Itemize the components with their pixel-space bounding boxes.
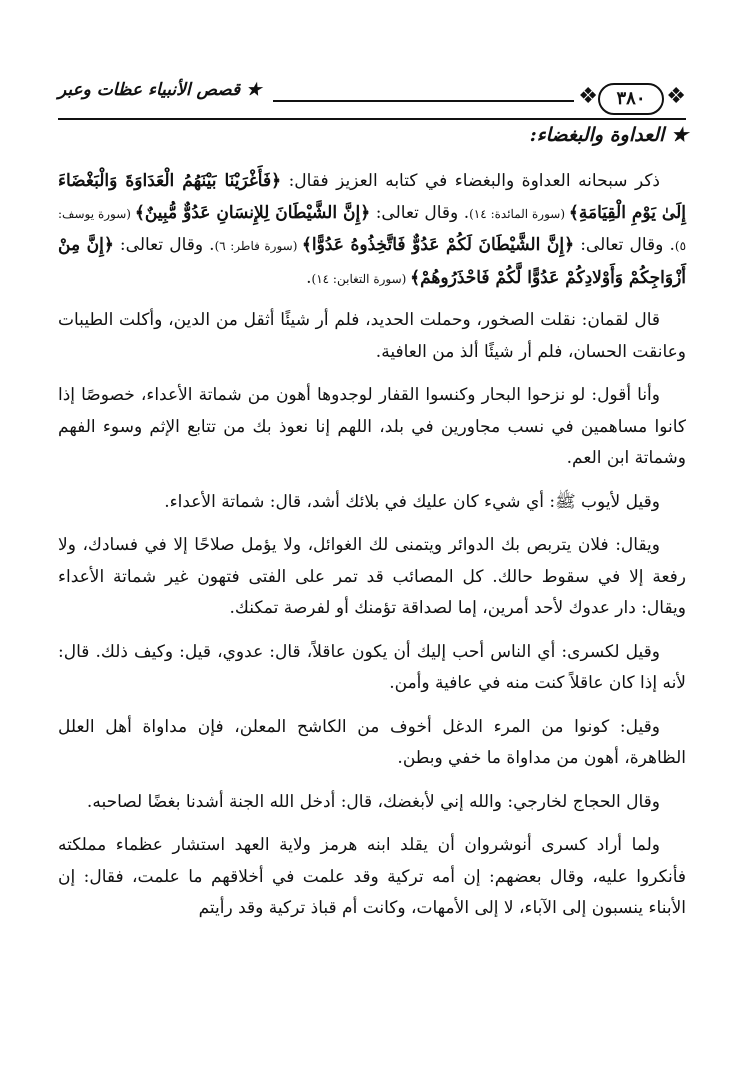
paragraph-text: وقيل لكسرى: أي الناس أحب إليك أن يكون عاقلاً، قال: عدوي، قيل: وكيف ذلك. قال: لأنه إذا كان عاقلاً كنت منه في عافية وأمن. — [58, 641, 686, 693]
paragraph-text: وأنا أقول: لو نزحوا البحار وكنسوا القفار لوجدوها أهون من شماتة الأعداء، خصوصًا إذا كانوا مساهمين في نسب مجاورين في بلد، اللهم إنا نعوذ بك من تتابع الإثم وسوء الفهم وشماتة ابن العم. — [58, 385, 686, 468]
body-text — [58, 166, 686, 937]
page-number: ٣٨٠ — [598, 83, 664, 115]
paragraph — [58, 787, 686, 819]
paragraph — [58, 305, 686, 368]
paragraph — [58, 637, 686, 700]
quran-verse: ﴿إِنَّ الشَّيْطَانَ لَكُمْ عَدُوٌّ فَاتَّخِذُوهُ عَدُوًّا﴾ — [301, 235, 575, 255]
paragraph — [58, 166, 686, 295]
verse-reference: (سورة التغابن: ١٤) — [311, 271, 411, 286]
section-heading — [530, 124, 688, 146]
paragraph-text: ويقال: فلان يتربص بك الدوائر ويتمنى لك الغوائل، ولا يؤمل صلاحًا إلا في فسادك، ولا رفعة إلا في سقوط حالك. كل المصائب قد تمر على الفتى فتهون غير شماتة الأعداء ويقال: دار عدوك لأحد أمرين، إما لصداقة تؤمنك أو لفرصة تمكنك. — [58, 535, 686, 618]
paragraph-text: وقيل لأيوب ﷺ: أي شيء كان عليك في بلائك أشد، قال: شماتة الأعداء. — [164, 491, 660, 512]
paragraph — [58, 380, 686, 475]
page-header — [58, 80, 686, 120]
quran-verse: ﴿إِنَّ الشَّيْطَانَ لِلإِنسَانِ عَدُوٌّ مُّبِينٌ﴾ — [134, 202, 371, 223]
book-title: قصص الأنبياء عظات وعبر — [58, 80, 241, 100]
paragraph-text: . — [306, 267, 312, 288]
star-icon: ★ — [246, 80, 262, 100]
section-title: العداوة والبغضاء: — [529, 124, 665, 146]
paragraph-text: ولما أراد كسرى أنوشروان أن يقلد ابنه هرمز ولاية العهد استشار عظماء مملكته فأنكروا عليه، وقال بعضهم: إن أمه تركية وقد علمت في أخلاقهم ما علمت، فقال: إن الأبناء ينسبون إلى الآباء، لا إلى الأمهات، وكانت أم قباذ تركية وقد رأيتم — [58, 835, 686, 918]
ornament-icon: ❖ — [666, 84, 686, 109]
header-rule — [273, 100, 574, 102]
paragraph-text: . وقال تعالى: — [574, 235, 675, 255]
paragraph — [58, 530, 686, 625]
star-icon: ★ — [670, 124, 688, 146]
paragraph-text: ذكر سبحانه العداوة والبغضاء في كتابه العزيز فقال: — [281, 171, 661, 191]
header-bottom-rule — [58, 118, 686, 120]
verse-reference: (سورة فاطر: ٦) — [214, 239, 302, 253]
verse-reference: (سورة يوسف: ٥) — [58, 206, 687, 253]
paragraph-text: . وقال تعالى: — [113, 235, 215, 255]
paragraph-text: قال لقمان: نقلت الصخور، وحملت الحديد، فلم أر شيئًا أثقل من الدين، وأكلت الطيبات وعانقت الحسان، فلم أر شيئًا ألذ من العافية. — [58, 310, 686, 362]
paragraph-text: وقيل: كونوا من المرء الدغل أخوف من الكاشح المعلن، فإن مداواة أهل العلل الظاهرة، أهون من مداواة ما خفي وبطن. — [58, 716, 686, 768]
paragraph — [58, 830, 686, 925]
quran-verse: ﴿إِنَّ مِنْ أَزْوَاجِكُمْ وَأَوْلادِكُمْ عَدُوًّا لَّكُمْ فَاحْذَرُوهُمْ﴾ — [58, 235, 686, 288]
ornament-icon: ❖ — [578, 84, 598, 109]
paragraph — [58, 487, 686, 519]
verse-reference: (سورة المائدة: ١٤) — [469, 206, 569, 221]
paragraph-text: وقال الحجاج لخارجي: والله إني لأبغضك، قال: أدخل الله الجنة أشدنا بغضًا لصاحبه. — [86, 791, 660, 812]
running-title — [58, 80, 261, 100]
paragraph — [58, 712, 686, 775]
paragraph-text: . وقال تعالى: — [370, 202, 470, 223]
quran-verse: ﴿فَأَغْرَيْنَا بَيْنَهُمُ الْعَدَاوَةَ وَالْبَغْضَاءَ إِلَىٰ يَوْمِ الْقِيَامَةِ﴾ — [58, 171, 687, 223]
